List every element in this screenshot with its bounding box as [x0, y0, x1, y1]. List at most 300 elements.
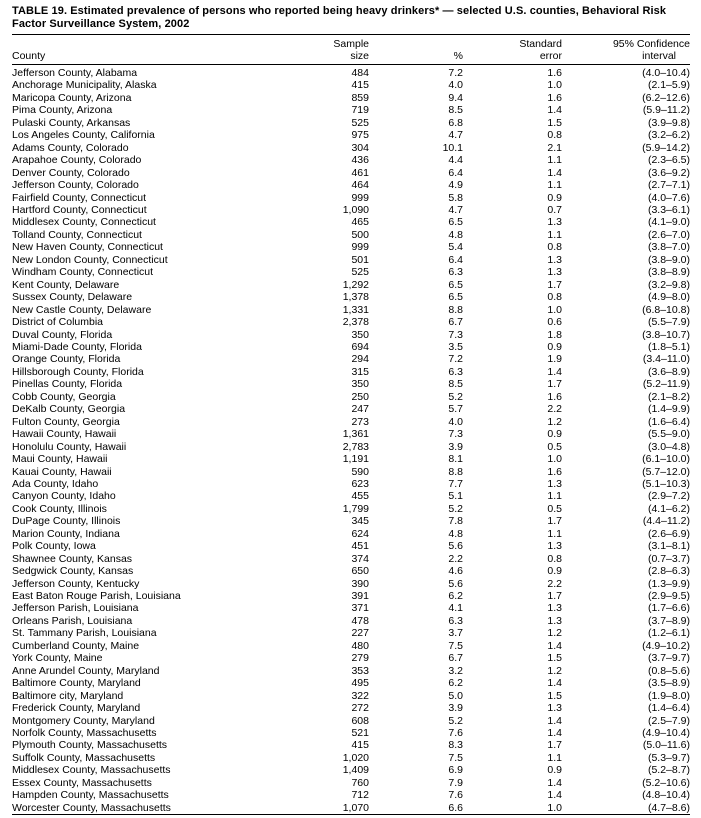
cell-sample-size: 650 [351, 565, 369, 578]
cell-county: New London County, Connecticut [12, 253, 168, 266]
cell-percent: 3.9 [448, 440, 463, 453]
cell-sample-size: 415 [351, 739, 369, 752]
cell-sample-size: 345 [351, 515, 369, 528]
cell-standard-error: 0.6 [547, 316, 562, 329]
cell-sample-size: 859 [351, 91, 369, 104]
cell-county: Kauai County, Hawaii [12, 465, 112, 478]
cell-sample-size: 2,378 [342, 316, 369, 329]
cell-confidence-interval: (5.9–11.2) [642, 104, 690, 117]
cell-percent: 7.6 [448, 727, 463, 740]
cell-confidence-interval: (5.1–10.3) [642, 477, 690, 490]
cell-confidence-interval: (5.5–7.9) [647, 316, 690, 329]
cell-confidence-interval: (2.8–6.3) [647, 565, 690, 578]
cell-sample-size: 1,361 [342, 428, 369, 441]
cell-standard-error: 1.3 [547, 253, 562, 266]
cell-county: Cook County, Illinois [12, 502, 107, 515]
table-row [12, 777, 690, 789]
cell-sample-size: 484 [351, 67, 369, 79]
cell-confidence-interval: (4.9–10.4) [642, 727, 690, 740]
table-title: TABLE 19. Estimated prevalence of persons who reported being heavy drinkers* — selected U.S. counties, Behavioral Risk Factor Surveillance System, 2002 [12, 5, 690, 35]
table-row [12, 702, 690, 714]
cell-standard-error: 0.8 [547, 129, 562, 142]
table-row [12, 602, 690, 614]
cell-sample-size: 250 [351, 390, 369, 403]
table-row [12, 715, 690, 727]
cell-standard-error: 1.3 [547, 216, 562, 229]
cell-percent: 6.2 [448, 677, 463, 690]
cell-standard-error: 1.2 [547, 627, 562, 640]
cell-standard-error: 1.4 [547, 639, 562, 652]
cell-sample-size: 455 [351, 490, 369, 503]
cell-standard-error: 1.4 [547, 727, 562, 740]
cell-sample-size: 712 [351, 789, 369, 802]
cell-confidence-interval: (3.8–8.9) [647, 266, 690, 279]
table-row [12, 266, 690, 278]
cell-percent: 8.1 [448, 453, 463, 466]
cell-confidence-interval: (6.1–10.0) [642, 453, 690, 466]
cell-sample-size: 315 [351, 365, 369, 378]
cell-county: Jefferson County, Alabama [12, 67, 138, 79]
cell-county: Hampden County, Massachusetts [12, 789, 169, 802]
cell-percent: 7.2 [448, 353, 463, 366]
cell-percent: 4.7 [448, 129, 463, 142]
cell-percent: 6.4 [448, 253, 463, 266]
cell-county: Baltimore County, Maryland [12, 677, 141, 690]
cell-confidence-interval: (3.8–7.0) [647, 241, 690, 254]
cell-confidence-interval: (2.6–7.0) [647, 228, 690, 241]
cell-sample-size: 304 [351, 141, 369, 154]
cell-sample-size: 350 [351, 378, 369, 391]
cell-sample-size: 371 [351, 602, 369, 615]
cell-confidence-interval: (1.7–6.6) [647, 602, 690, 615]
cell-standard-error: 1.6 [547, 67, 562, 79]
cell-county: Polk County, Iowa [12, 540, 96, 553]
cell-percent: 9.4 [448, 91, 463, 104]
cell-county: Pima County, Arizona [12, 104, 113, 117]
cell-percent: 6.9 [448, 764, 463, 777]
cell-confidence-interval: (1.6–6.4) [647, 415, 690, 428]
cell-standard-error: 1.5 [547, 689, 562, 702]
cell-sample-size: 350 [351, 328, 369, 341]
cell-sample-size: 1,799 [342, 502, 369, 515]
cell-percent: 5.2 [448, 502, 463, 515]
cell-percent: 6.3 [448, 365, 463, 378]
table-row [12, 578, 690, 590]
cell-county: Cobb County, Georgia [12, 390, 116, 403]
cell-percent: 4.9 [448, 179, 463, 192]
cell-percent: 6.5 [448, 216, 463, 229]
cell-standard-error: 1.3 [547, 266, 562, 279]
cell-percent: 5.2 [448, 714, 463, 727]
cell-percent: 6.5 [448, 278, 463, 291]
cell-standard-error: 0.8 [547, 552, 562, 565]
cell-standard-error: 0.9 [547, 565, 562, 578]
cell-standard-error: 0.7 [547, 203, 562, 216]
cell-percent: 8.5 [448, 104, 463, 117]
cell-county: Tolland County, Connecticut [12, 228, 142, 241]
cell-sample-size: 1,191 [342, 453, 369, 466]
cell-confidence-interval: (4.0–7.6) [647, 191, 690, 204]
cell-county: Jefferson County, Colorado [12, 179, 139, 192]
cell-percent: 7.2 [448, 67, 463, 79]
cell-county: Jefferson County, Kentucky [12, 577, 140, 590]
cell-county: Los Angeles County, California [12, 129, 155, 142]
cell-confidence-interval: (5.3–9.7) [647, 751, 690, 764]
col-header-sample-size [307, 35, 369, 65]
table-row [12, 92, 690, 104]
cell-county: Windham County, Connecticut [12, 266, 154, 279]
cell-percent: 7.5 [448, 639, 463, 652]
cell-confidence-interval: (4.7–8.6) [647, 801, 690, 814]
cell-confidence-interval: (1.8–5.1) [647, 340, 690, 353]
cell-county: New Castle County, Delaware [12, 303, 152, 316]
cell-county: Pulaski County, Arkansas [12, 116, 131, 129]
cell-county: Orange County, Florida [12, 353, 121, 366]
table-row [12, 453, 690, 465]
cell-sample-size: 374 [351, 552, 369, 565]
cell-percent: 3.7 [448, 627, 463, 640]
cell-percent: 8.5 [448, 378, 463, 391]
table-row [12, 752, 690, 764]
cell-county: Frederick County, Maryland [12, 702, 141, 715]
cell-sample-size: 2,783 [342, 440, 369, 453]
table-row [12, 353, 690, 365]
cell-confidence-interval: (3.4–11.0) [642, 353, 690, 366]
cell-confidence-interval: (0.7–3.7) [647, 552, 690, 565]
cell-sample-size: 451 [351, 540, 369, 553]
cell-sample-size: 1,409 [342, 764, 369, 777]
col-header-se-line2: error [539, 50, 562, 62]
cell-percent: 6.3 [448, 614, 463, 627]
cell-standard-error: 1.7 [547, 590, 562, 603]
cell-county: Middlesex County, Connecticut [12, 216, 156, 229]
cell-percent: 7.5 [448, 751, 463, 764]
cell-county: Plymouth County, Massachusetts [12, 739, 168, 752]
cell-county: Anchorage Municipality, Alaska [12, 79, 157, 92]
table-row [12, 403, 690, 415]
table-row [12, 528, 690, 540]
table-row [12, 627, 690, 639]
cell-standard-error: 0.5 [547, 502, 562, 515]
cell-confidence-interval: (5.5–9.0) [647, 428, 690, 441]
cell-sample-size: 1,090 [342, 203, 369, 216]
cell-confidence-interval: (2.6–6.9) [647, 527, 690, 540]
cell-county: St. Tammany Parish, Louisiana [12, 627, 157, 640]
table-row [12, 466, 690, 478]
cell-county: East Baton Rouge Parish, Louisiana [12, 590, 181, 603]
table-row [12, 179, 690, 191]
table-row [12, 129, 690, 141]
cell-percent: 6.3 [448, 266, 463, 279]
cell-county: Maui County, Hawaii [12, 453, 108, 466]
table-row [12, 739, 690, 751]
cell-confidence-interval: (5.2–11.9) [642, 378, 690, 391]
cell-standard-error: 1.7 [547, 515, 562, 528]
cell-county: Middlesex County, Massachusetts [12, 764, 171, 777]
cell-standard-error: 1.8 [547, 328, 562, 341]
cell-county: Arapahoe County, Colorado [12, 154, 142, 167]
cell-percent: 7.7 [448, 477, 463, 490]
cell-county: Maricopa County, Arizona [12, 91, 132, 104]
cell-sample-size: 500 [351, 228, 369, 241]
cell-county: Cumberland County, Maine [12, 639, 140, 652]
cell-county: Baltimore city, Maryland [12, 689, 124, 702]
cell-county: Shawnee County, Kansas [12, 552, 133, 565]
cell-confidence-interval: (2.5–7.9) [647, 714, 690, 727]
table-row [12, 478, 690, 490]
cell-sample-size: 279 [351, 652, 369, 665]
cell-county: Pinellas County, Florida [12, 378, 123, 391]
cell-standard-error: 1.3 [547, 702, 562, 715]
cell-sample-size: 590 [351, 465, 369, 478]
cell-county: Marion County, Indiana [12, 527, 120, 540]
table-row [12, 615, 690, 627]
cell-confidence-interval: (6.2–12.6) [642, 91, 690, 104]
col-header-ci-line2: interval [642, 50, 676, 62]
cell-confidence-interval: (4.9–8.0) [647, 291, 690, 304]
cell-confidence-interval: (4.0–10.4) [642, 67, 690, 79]
cell-standard-error: 1.7 [547, 378, 562, 391]
cell-confidence-interval: (4.1–6.2) [647, 502, 690, 515]
table-row [12, 316, 690, 328]
cell-standard-error: 0.8 [547, 241, 562, 254]
cell-percent: 6.7 [448, 652, 463, 665]
cell-sample-size: 1,020 [342, 751, 369, 764]
cell-percent: 4.4 [448, 154, 463, 167]
cell-confidence-interval: (2.9–9.5) [647, 590, 690, 603]
cell-county: York County, Maine [12, 652, 103, 665]
cell-percent: 4.0 [448, 79, 463, 92]
table-row [12, 229, 690, 241]
cell-percent: 8.3 [448, 739, 463, 752]
cell-standard-error: 2.2 [547, 403, 562, 416]
cell-standard-error: 1.1 [547, 154, 562, 167]
table-row [12, 142, 690, 154]
cell-percent: 3.2 [448, 664, 463, 677]
cell-county: Hartford County, Connecticut [12, 203, 147, 216]
cell-county: DeKalb County, Georgia [12, 403, 126, 416]
cell-percent: 5.6 [448, 577, 463, 590]
cell-percent: 6.2 [448, 590, 463, 603]
cell-confidence-interval: (3.7–8.9) [647, 614, 690, 627]
cell-sample-size: 975 [351, 129, 369, 142]
cell-sample-size: 322 [351, 689, 369, 702]
cell-percent: 8.8 [448, 303, 463, 316]
table-row [12, 503, 690, 515]
cell-confidence-interval: (2.1–5.9) [647, 79, 690, 92]
table-row [12, 640, 690, 652]
col-header-confidence-interval [562, 35, 690, 65]
cell-sample-size: 415 [351, 79, 369, 92]
cell-percent: 6.6 [448, 801, 463, 814]
cell-standard-error: 1.1 [547, 751, 562, 764]
cell-county: Suffolk County, Massachusetts [12, 751, 156, 764]
table-row [12, 65, 690, 80]
cell-percent: 4.8 [448, 527, 463, 540]
cell-standard-error: 1.1 [547, 228, 562, 241]
cell-sample-size: 525 [351, 266, 369, 279]
table-row [12, 117, 690, 129]
cell-percent: 4.0 [448, 415, 463, 428]
col-header-county-label: County [12, 50, 46, 62]
cell-confidence-interval: (1.2–6.1) [647, 627, 690, 640]
table-body [12, 65, 690, 815]
cell-confidence-interval: (3.6–8.9) [647, 365, 690, 378]
cell-sample-size: 719 [351, 104, 369, 117]
cell-standard-error: 1.1 [547, 527, 562, 540]
cell-percent: 3.9 [448, 702, 463, 715]
cell-standard-error: 1.0 [547, 801, 562, 814]
cell-county: Fulton County, Georgia [12, 415, 120, 428]
col-header-county [12, 35, 307, 65]
cell-confidence-interval: (1.9–8.0) [647, 689, 690, 702]
cell-county: Jefferson Parish, Louisiana [12, 602, 139, 615]
table-row [12, 553, 690, 565]
cell-confidence-interval: (5.9–14.2) [642, 141, 690, 154]
cell-standard-error: 2.1 [547, 141, 562, 154]
cell-county: Adams County, Colorado [12, 141, 129, 154]
cell-confidence-interval: (3.5–8.9) [647, 677, 690, 690]
table-row [12, 565, 690, 577]
cell-percent: 5.7 [448, 403, 463, 416]
cell-standard-error: 1.4 [547, 789, 562, 802]
cell-confidence-interval: (3.6–9.2) [647, 166, 690, 179]
col-header-percent [369, 35, 463, 65]
cell-confidence-interval: (3.2–6.2) [647, 129, 690, 142]
cell-sample-size: 273 [351, 415, 369, 428]
cell-confidence-interval: (5.7–12.0) [642, 465, 690, 478]
cell-sample-size: 436 [351, 154, 369, 167]
cell-sample-size: 501 [351, 253, 369, 266]
table-row [12, 665, 690, 677]
table-row [12, 241, 690, 253]
cell-percent: 5.8 [448, 191, 463, 204]
cell-confidence-interval: (5.2–8.7) [647, 764, 690, 777]
cell-standard-error: 1.5 [547, 652, 562, 665]
cell-sample-size: 694 [351, 340, 369, 353]
cell-standard-error: 1.4 [547, 365, 562, 378]
cell-sample-size: 478 [351, 614, 369, 627]
cell-sample-size: 623 [351, 477, 369, 490]
table-row [12, 490, 690, 502]
cell-county: Kent County, Delaware [12, 278, 120, 291]
table-row [12, 304, 690, 316]
cell-percent: 5.6 [448, 540, 463, 553]
cell-county: Hillsborough County, Florida [12, 365, 144, 378]
table-row [12, 677, 690, 689]
table-row [12, 254, 690, 266]
cell-confidence-interval: (3.3–6.1) [647, 203, 690, 216]
cell-confidence-interval: (1.4–9.9) [647, 403, 690, 416]
cell-standard-error: 1.3 [547, 477, 562, 490]
cell-standard-error: 0.9 [547, 191, 562, 204]
cell-percent: 4.8 [448, 228, 463, 241]
cell-percent: 4.6 [448, 565, 463, 578]
cell-sample-size: 624 [351, 527, 369, 540]
cell-county: Honolulu County, Hawaii [12, 440, 127, 453]
cell-sample-size: 480 [351, 639, 369, 652]
cell-percent: 10.1 [442, 141, 463, 154]
cell-sample-size: 521 [351, 727, 369, 740]
cell-standard-error: 0.9 [547, 340, 562, 353]
cell-standard-error: 0.9 [547, 428, 562, 441]
table-row [12, 154, 690, 166]
table-row [12, 366, 690, 378]
table-row [12, 391, 690, 403]
cell-percent: 5.1 [448, 490, 463, 503]
cell-percent: 7.9 [448, 776, 463, 789]
cell-percent: 5.2 [448, 390, 463, 403]
col-header-standard-error [463, 35, 562, 65]
cell-confidence-interval: (4.9–10.2) [642, 639, 690, 652]
table-row [12, 690, 690, 702]
cell-confidence-interval: (3.1–8.1) [647, 540, 690, 553]
cell-confidence-interval: (2.3–6.5) [647, 154, 690, 167]
cell-confidence-interval: (1.4–6.4) [647, 702, 690, 715]
cell-confidence-interval: (2.7–7.1) [647, 179, 690, 192]
cell-county: Miami-Dade County, Florida [12, 340, 142, 353]
cell-sample-size: 461 [351, 166, 369, 179]
table-row [12, 279, 690, 291]
table-row [12, 291, 690, 303]
cell-sample-size: 391 [351, 590, 369, 603]
cell-sample-size: 1,331 [342, 303, 369, 316]
cell-confidence-interval: (6.8–10.8) [642, 303, 690, 316]
cell-county: Hawaii County, Hawaii [12, 428, 117, 441]
cell-standard-error: 1.1 [547, 179, 562, 192]
table-row [12, 341, 690, 353]
cell-standard-error: 0.5 [547, 440, 562, 453]
cell-confidence-interval: (5.0–11.6) [642, 739, 690, 752]
cell-confidence-interval: (3.0–4.8) [647, 440, 690, 453]
cell-county: Worcester County, Massachusetts [12, 801, 171, 814]
table-row [12, 378, 690, 390]
cell-standard-error: 1.3 [547, 614, 562, 627]
col-header-sample-line2: size [350, 50, 369, 62]
cell-county: Anne Arundel County, Maryland [12, 664, 160, 677]
cell-percent: 7.8 [448, 515, 463, 528]
cell-confidence-interval: (4.4–11.2) [642, 515, 690, 528]
cell-county: District of Columbia [12, 316, 104, 329]
cell-percent: 6.5 [448, 291, 463, 304]
table-row [12, 802, 690, 815]
cell-sample-size: 999 [351, 241, 369, 254]
cell-percent: 3.5 [448, 340, 463, 353]
table-header [12, 35, 690, 65]
table-row [12, 79, 690, 91]
col-header-ci-line1: 95% Confidence [612, 38, 690, 50]
cell-standard-error: 1.3 [547, 602, 562, 615]
table-row [12, 441, 690, 453]
cell-sample-size: 525 [351, 116, 369, 129]
cell-standard-error: 1.3 [547, 540, 562, 553]
cell-confidence-interval: (3.8–9.0) [647, 253, 690, 266]
table-row [12, 789, 690, 801]
cell-standard-error: 1.0 [547, 303, 562, 316]
cell-standard-error: 1.9 [547, 353, 562, 366]
cell-confidence-interval: (4.1–9.0) [647, 216, 690, 229]
cell-standard-error: 1.1 [547, 490, 562, 503]
cell-county: Sussex County, Delaware [12, 291, 133, 304]
table-row [12, 652, 690, 664]
cell-percent: 7.3 [448, 428, 463, 441]
cell-standard-error: 0.9 [547, 764, 562, 777]
cell-percent: 2.2 [448, 552, 463, 565]
table-row [12, 416, 690, 428]
cell-confidence-interval: (0.8–5.6) [647, 664, 690, 677]
cell-percent: 4.7 [448, 203, 463, 216]
cell-percent: 5.4 [448, 241, 463, 254]
